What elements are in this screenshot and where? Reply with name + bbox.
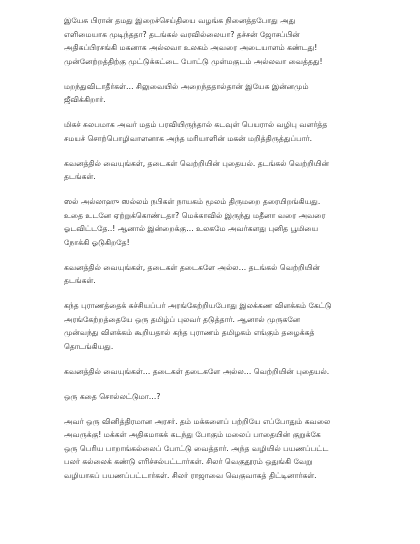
text-line: வழியாகப் பயணப்பட்டார்கள். சிலர் ராஜாவை வெகுவாகத் திட்டினார்கள்.: [64, 470, 317, 480]
text-line: தடங்கள்.: [64, 276, 96, 285]
paragraph: [64, 299, 374, 353]
text-line: கவனத்தில் வையுங்கள், தடைகள் தடைகளே அல்ல… தடங்கல் வெற்றியின்: [64, 262, 320, 272]
text-line: கவனத்தில் வையுங்கள்… தடைகள் தடைகளே அல்ல… வெற்றியின் புதையல்.: [64, 366, 330, 376]
text-line: அதிகப்பிரசங்கி மகனாக அல்லவா உலகம் அவரை அடையாளம் கண்டது!: [64, 43, 318, 52]
paragraph: [64, 415, 374, 483]
text-line: அரங்கேற்றத்தையே ஒரு தமிழ்ப் புலவர் தடுத்தார். ஆனால் முருகனே: [64, 314, 301, 324]
paragraph: [64, 365, 374, 379]
text-line: பலர் கல்லைக் கண்டு எரிச்சல்பட்டார்கள். சிலர் வெகுதூரம் ஒதுங்கி வேறு: [64, 457, 313, 466]
paragraph: [64, 80, 374, 107]
text-line: எளிமையாக முடிந்ததா? தடங்கல் வரவில்லையா? தச்சன் ஜோசப்பின்: [64, 29, 300, 39]
text-line: ஒரு பெரிய பாறாங்கல்லைப் போட்டு வைத்தார். அந்த வழியில் பயணப்பட்ட: [64, 443, 329, 453]
text-line: கவனத்தில் வையுங்கள், தடைகள் வெற்றியின் புதையல். தடங்கல் வெற்றியின்: [64, 158, 329, 168]
paragraph: [64, 261, 374, 288]
text-line: தொடங்கியது.: [64, 341, 114, 351]
text-line: அவர் ஒரு வினித்திரமான அரசர். தம் மக்களைப் பற்றியே எப்போதும் கவலை: [64, 416, 331, 426]
paragraph: [64, 14, 374, 68]
text-line: மிகச் சுலபமாக அவர் மதம் பரவியிருந்தால் கடவுள் பெயரால் வழிபு வளர்த்த: [64, 120, 328, 129]
text-line: சமயச் சொற்பொழிவாளனாக அந்த மரியாளின் மகன் மறித்திருத்துப்பார்.: [64, 133, 313, 143]
text-line: முன்வந்து விளக்கம் கூறியதால் கந்த புராணம் தமிழகம் எங்கும் தழைக்கத்: [64, 328, 315, 337]
text-line: தடங்கள்.: [64, 172, 96, 181]
text-line: ஓடவிட்டதே..! ஆனால் இன்றைக்கு… உலகமே அவர்களது புனித பூமியை: [64, 224, 319, 233]
text-line: முன்னேற்றத்திற்கு முட்டுக்கட்டை போட்டு முள்மகுடம் அல்லவா வைத்தது!: [64, 56, 323, 66]
paragraph: [64, 157, 374, 184]
text-line: அவருக்கு! மக்கள் அதிகமாகக் கடந்து போகும் மலைப் பாதையின் குறுக்கே: [64, 430, 321, 439]
text-line: ஸல் அல்லாஹு ஸல்லம் நபிகள் நாயகம் மூலம் திருமறை தரையிறங்கியது.: [64, 197, 321, 206]
text-line: உதை உடனே ஏற்றுக்கொண்டதா? மெக்காவில் இருந்து மதீனா வரை அவரை: [64, 210, 326, 220]
text-line: மறந்துவிடாதீர்கள்… சிலுவையில் அறைந்ததால்தான் இயேசு இன்னமும்: [64, 81, 309, 91]
text-line: கந்த புராணத்தைக் கச்சியப்பர் அரங்கேற்றியபோது இலக்கண விளக்கம் கேட்டு: [64, 301, 332, 310]
text-line: நோக்கி ஓடுகிறதே!: [64, 237, 130, 247]
paragraph: [64, 390, 374, 404]
paragraph: [64, 118, 374, 145]
text-line: ஒரு கதை சொல்லட்டுமா…?: [64, 391, 161, 401]
text-line: ஜீவிக்கிறார்.: [64, 95, 106, 104]
text-line: இயேசு பிரான் தமது இறைச்செய்தியை வழங்க நினைத்தபோது அது: [64, 16, 296, 25]
paragraph: [64, 195, 374, 249]
